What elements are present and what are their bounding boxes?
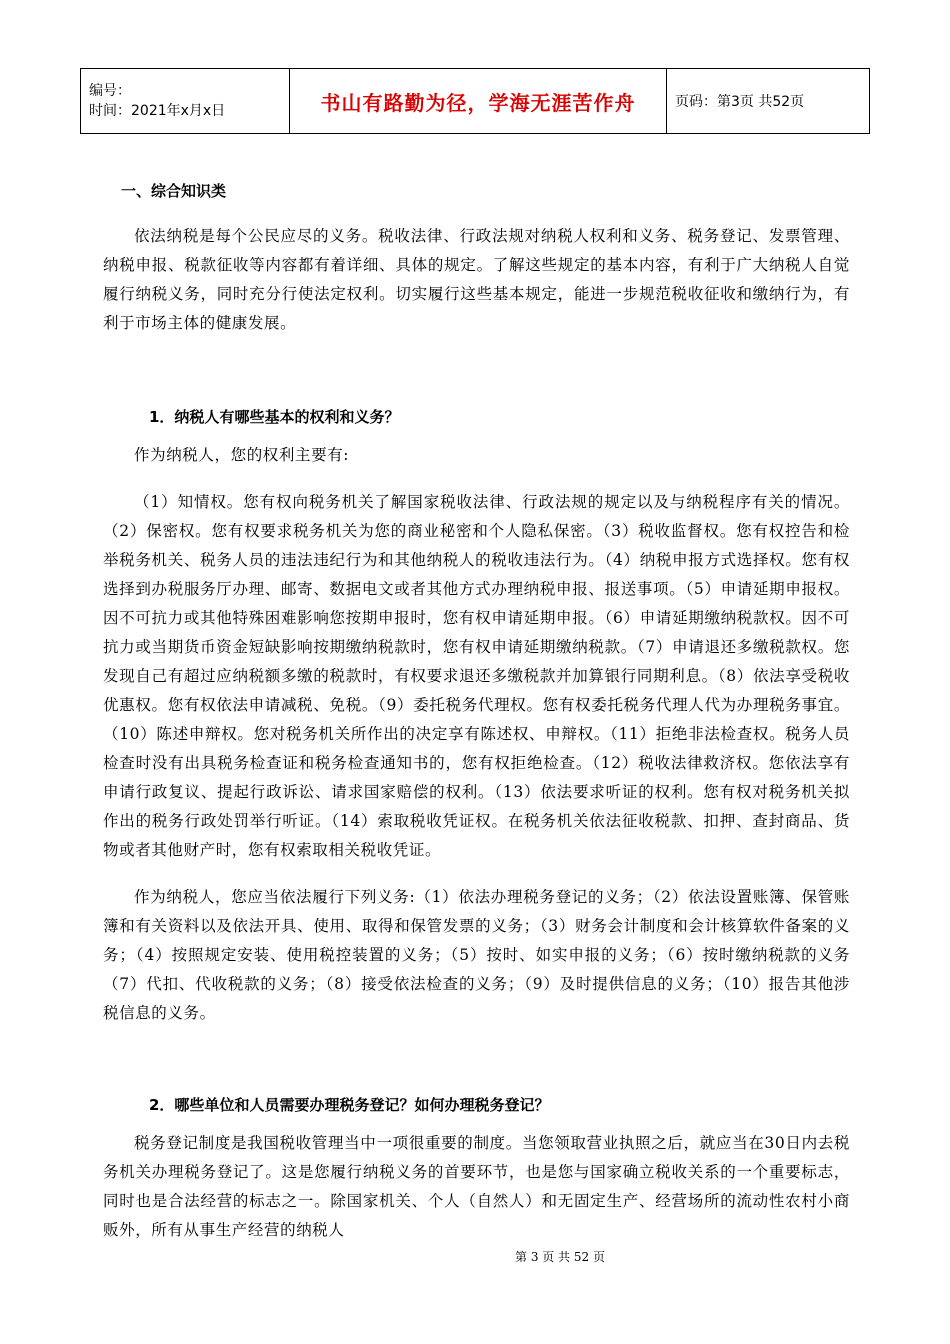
- registration-paragraph: 税务登记制度是我国税收管理当中一项很重要的制度。当您领取营业执照之后，就应当在30日内去税务机关办理税务登记了。这是您履行纳税义务的首要环节，也是您与国家确立税收关系的一个重要标志，同时也是合法经营的标志之一。除国家机关、个人（自然人）和无固定生产、经营场所的流动性农村小商贩外，所有从事生产经营的纳税人: [103, 1134, 850, 1239]
- intro-paragraph: 依法纳税是每个公民应尽的义务。税收法律、行政法规对纳税人权利和义务、税务登记、发票管理、纳税申报、税款征收等内容都有着详细、具体的规定。了解这些规定的基本内容，有利于广大纳税人自觉履行纳税义务，同时充分行使法定权利。切实履行这些基本规定，能进一步规范税收征收和缴纳行为，有利于市场主体的健康发展。: [103, 227, 850, 332]
- header-motto-cell: [290, 69, 667, 134]
- document-header: [80, 68, 870, 134]
- page-footer: 第 3 页 共 52 页: [515, 1250, 605, 1264]
- rights-intro: 作为纳税人，您的权利主要有:: [134, 446, 350, 464]
- question-2-title: 2．哪些单位和人员需要办理税务登记？如何办理税务登记？: [149, 1096, 550, 1114]
- obligations-paragraph: 作为纳税人，您应当依法履行下列义务:（1）依法办理税务登记的义务；（2）依法设置账簿、保管账簿和有关资料以及依法开具、使用、取得和保管发票的义务；（3）财务会计制度和会计核算软件备案的义务；（4）按照规定安装、使用税控装置的义务；（5）按时、如实申报的义务；（6）按时缴纳税款的义务（7）代扣、代收税款的义务；（8）接受依法检查的义务；（9）及时提供信息的义务；（10）报告其他涉税信息的义务。: [103, 888, 850, 1022]
- motto-text: 书山有路勤为径，学海无涯苦作舟: [320, 90, 636, 115]
- rights-paragraph: （1）知情权。您有权向税务机关了解国家税收法律、行政法规的规定以及与纳税程序有关的情况。（2）保密权。您有权要求税务机关为您的商业秘密和个人隐私保密。（3）税收监督权。您有权控告和检举税务机关、税务人员的违法违纪行为和其他纳税人的税收违法行为。（4）纳税申报方式选择权。您有权选择到办税服务厅办理、邮寄、数据电文或者其他方式办理纳税申报、报送事项。（5）申请延期申报权。因不可抗力或其他特殊困难影响您按期申报时，您有权申请延期申报。（6）申请延期缴纳税款权。因不可抗力或当期货币资金短缺影响按期缴纳税款时，您有权申请延期缴纳税款。（7）申请退还多缴税款权。您发现自己有超过应纳税额多缴的税款时，有权要求退还多缴税款并加算银行同期利息。（8）依法享受税收优惠权。您有权依法申请减税、免税。（9）委托税务代理权。您有权委托税务代理人代为办理税务事宜。（10）陈述申辩权。您对税务机关所作出的决定享有陈述权、申辩权。（11）拒绝非法检查权。税务人员检查时没有出具税务检查证和税务检查通知书的，您有权拒绝检查。（12）税收法律救济权。您依法享有申请行政复议、提起行政诉讼、请求国家赔偿的权利。（13）依法要求听证的权利。您有权对税务机关拟作出的税务行政处罚举行听证。（14）索取税收凭证权。在税务机关依法征收税款、扣押、查封商品、货物或者其他财产时，您有权索取相关税收凭证。: [103, 493, 850, 859]
- header-page-cell: [667, 69, 870, 134]
- date-label: 时间：2021年x月x日: [89, 103, 226, 119]
- section-title: 一、综合知识类: [121, 182, 227, 200]
- question-1-title: 1．纳税人有哪些基本的权利和义务？: [149, 408, 400, 426]
- document-body: [103, 170, 850, 1245]
- number-label: 编号：: [89, 83, 131, 99]
- page-info: 页码：第3页 共52页: [675, 94, 805, 110]
- header-meta-cell: [81, 69, 290, 134]
